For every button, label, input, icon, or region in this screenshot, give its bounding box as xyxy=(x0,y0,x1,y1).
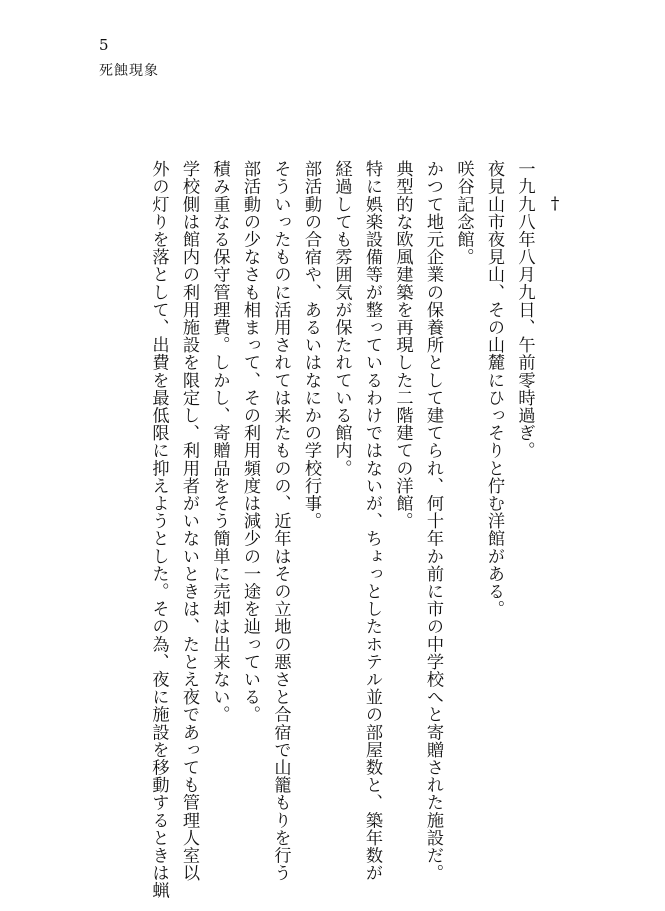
body-text xyxy=(100,160,570,900)
text-line: 積み重なる保守管理費。しかし、寄贈品をそう簡単に売却は出来ない。 xyxy=(209,160,230,724)
text-line: 部活動の少なさも相まって、その利用頻度は減少の一途を辿っている。 xyxy=(240,160,260,724)
text-line: 学校側は館内の利用施設を限定し、利用者がいないときは、たとえ夜であっても管理人室以 xyxy=(179,160,199,882)
text-line: 咲谷記念館。 xyxy=(453,160,474,266)
text-line: かつて地元企業の保養所として建てられ、何十年か前に市の中学校へと寄贈された施設だ。 xyxy=(423,160,443,882)
text-line: 外の灯りを落として、出費を最低限に抑えようとした。その為、夜に施設を移動するときは蝋 xyxy=(148,160,169,900)
text-line: 典型的な欧風建築を再現した二階建ての洋館。 xyxy=(392,160,413,530)
text-line: 経過しても雰囲気が保たれている館内。 xyxy=(331,160,352,477)
chapter-title: 死蝕現象 xyxy=(99,63,159,79)
scene-break-mark: † xyxy=(545,194,565,215)
page-number: 5 xyxy=(99,36,109,54)
text-line: 一九九八年八月九日、午前零時過ぎ。 xyxy=(514,160,535,460)
text-line: そういったものに活用されては来たものの、近年はその立地の悪さと合宿で山籠もりを行う xyxy=(270,160,291,882)
text-line: 部活動の合宿や、あるいはなにかの学校行事。 xyxy=(301,160,321,530)
text-line: 夜見山市夜見山、その山麓にひっそりと佇む洋館がある。 xyxy=(484,160,504,618)
text-line: 特に娯楽設備等が整っているわけではないが、ちょっとしたホテル並の部屋数と、築年数が xyxy=(362,160,382,882)
